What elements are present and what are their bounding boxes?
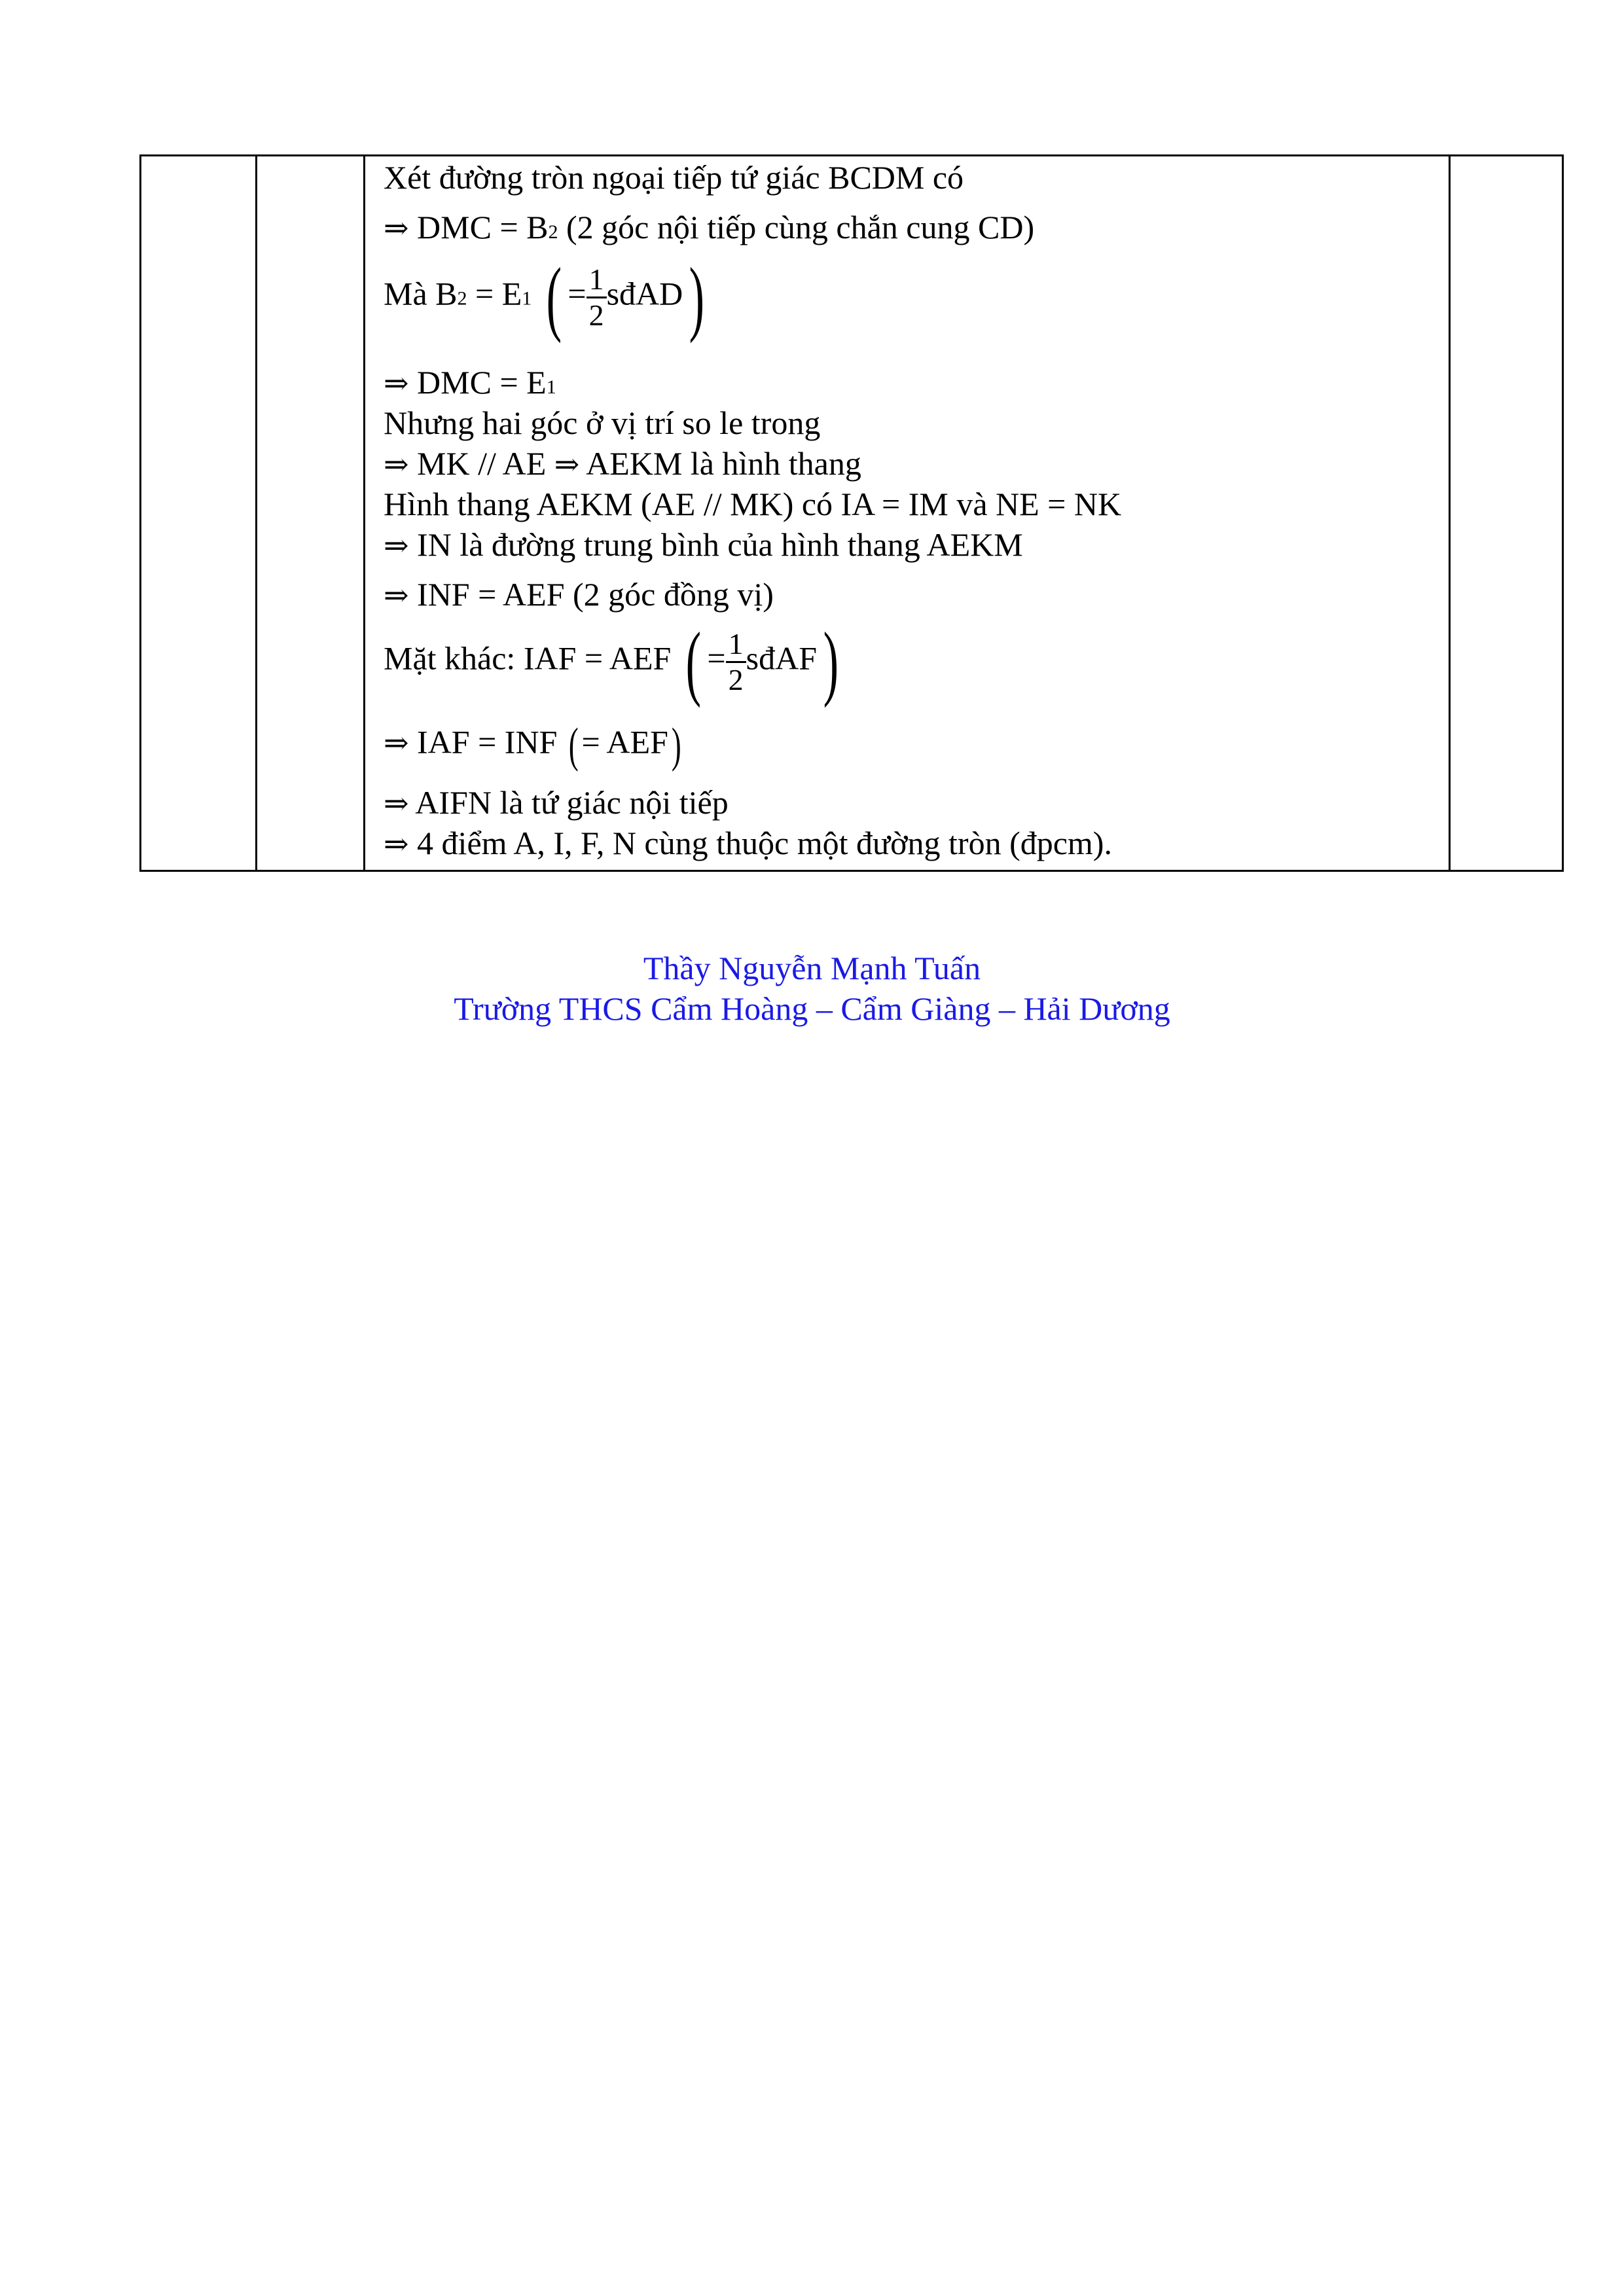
implies-symbol: ⇒ [384, 528, 409, 563]
implies-symbol: ⇒ [384, 577, 409, 613]
left-paren: ( [568, 719, 579, 772]
proof-line [384, 362, 556, 408]
math-expr: = [568, 275, 586, 312]
math-expr: sđAD [606, 275, 683, 312]
math-expr: sđAF [746, 639, 817, 677]
math-expr: IAF = INF [417, 723, 558, 761]
proof-line [384, 443, 861, 484]
math-expr: = E [475, 275, 522, 312]
proof-text: MK // AE [417, 445, 547, 482]
right-paren: ) [671, 719, 681, 772]
right-paren: ) [689, 251, 705, 344]
column-divider [363, 156, 365, 870]
math-expr: IAF = AEF [523, 639, 672, 677]
proof-line [384, 615, 845, 708]
math-expr: = AEF [581, 723, 668, 761]
teacher-name: Thầy Nguyễn Mạnh Tuấn [643, 950, 981, 986]
school-name: Trường THCS Cẩm Hoàng – Cẩm Giàng – Hải Dương [454, 990, 1170, 1027]
subscript: 1 [522, 287, 532, 310]
fraction [726, 627, 746, 697]
fraction [586, 262, 607, 332]
column-divider [255, 156, 257, 870]
numerator: 1 [586, 262, 607, 298]
implies-symbol: ⇒ [384, 826, 409, 861]
subscript: 2 [548, 221, 558, 243]
left-paren: ( [546, 251, 562, 344]
proof-text: Mặt khác: [384, 639, 516, 677]
proof-line: Hình thang AEKM (AE // MK) có IA = IM và NE = NK [384, 486, 1122, 522]
proof-text: Mà [384, 275, 427, 312]
proof-line: Nhưng hai góc ở vị trí so le trong [384, 404, 821, 441]
math-expr: B [435, 275, 458, 312]
denominator: 2 [588, 298, 604, 332]
proof-text: INF = AEF (2 góc đồng vị) [417, 576, 774, 613]
proof-line [384, 721, 685, 770]
implies-symbol: ⇒ [384, 785, 409, 821]
implies-symbol: ⇒ [554, 446, 580, 482]
denominator: 2 [728, 662, 744, 696]
proof-text: AEKM là hình thang [586, 445, 861, 482]
proof-line: Xét đường tròn ngoại tiếp tứ giác BCDM có [384, 159, 964, 196]
column-divider [1449, 156, 1451, 870]
proof-text: 4 điểm A, I, F, N cùng thuộc một đường tròn (đpcm). [417, 825, 1112, 861]
proof-text: AIFN là tứ giác nội tiếp [415, 784, 729, 821]
left-paren: ( [685, 615, 701, 708]
proof-line [384, 207, 1034, 253]
subscript: 2 [457, 287, 467, 310]
math-expr: DMC = B [417, 209, 549, 245]
math-expr: = [707, 639, 726, 677]
proof-line [384, 823, 1112, 864]
proof-line [384, 782, 729, 823]
subscript: 1 [546, 376, 556, 398]
proof-text: IN là đường trung bình của hình thang AEKM [417, 526, 1023, 563]
numerator: 1 [726, 627, 746, 663]
proof-line [384, 524, 1023, 565]
implies-symbol: ⇒ [384, 725, 409, 761]
right-paren: ) [823, 615, 839, 708]
implies-symbol: ⇒ [384, 365, 409, 401]
implies-symbol: ⇒ [384, 446, 409, 482]
proof-text: (2 góc nội tiếp cùng chắn cung CD) [566, 209, 1035, 245]
implies-symbol: ⇒ [384, 210, 409, 245]
proof-line [384, 574, 774, 615]
math-expr: DMC = E [417, 364, 547, 401]
proof-line [384, 251, 711, 344]
